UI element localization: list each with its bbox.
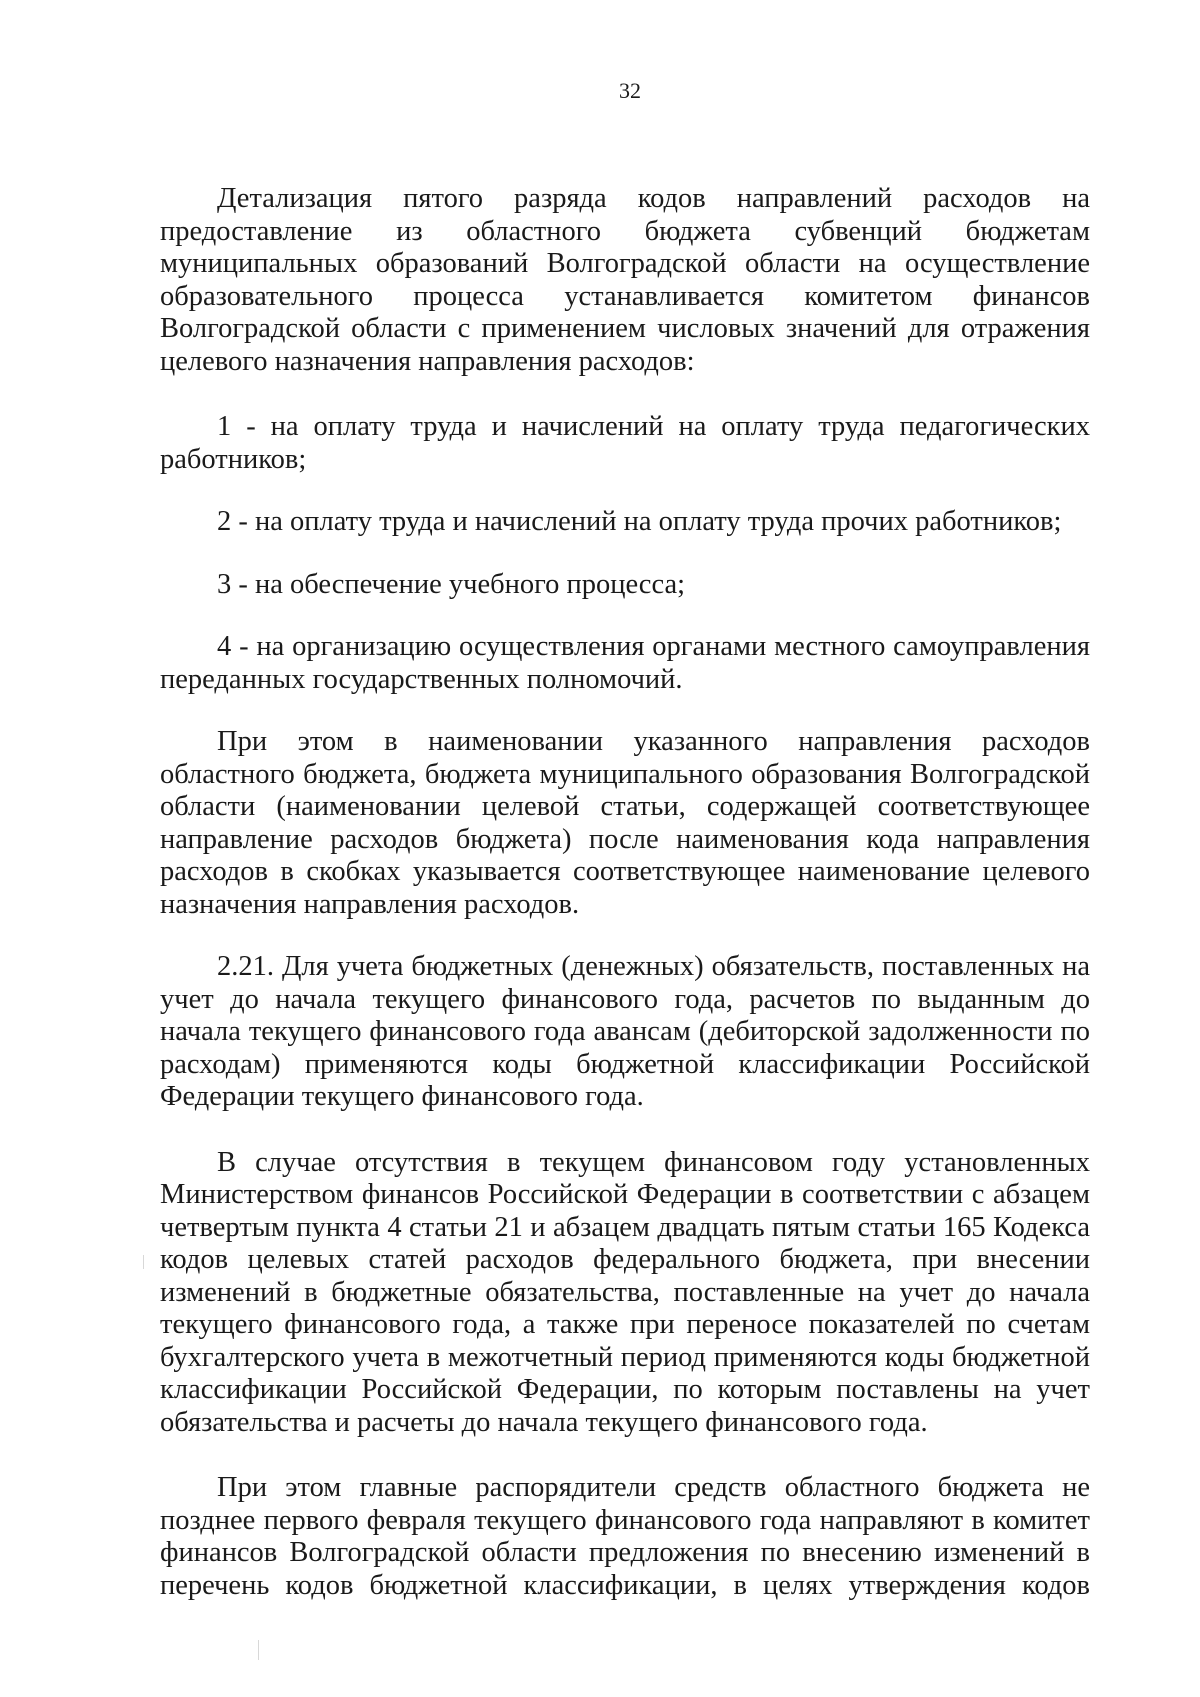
paragraph-section-2-21: 2.21. Для учета бюджетных (денежных) обязательств, поставленных на учет до начала текущего финансового года, расчетов по выданным до начала текущего финансового года авансам (дебиторской задолженности по расходам) применяются коды бюджетной классификации Российской Федерации текущего финансового года. [160, 951, 1090, 1112]
paragraph-absence-case: В случае отсутствия в текущем финансовом году установленных Министерством финансов Российской Федерации в соответствии с абзацем четвертым пункта 4 статьи 21 и абзацем двадцать пятым статьи 165 Кодекса кодов целевых статей расходов федерального бюджета, при внесении изменений в бюджетные обязательства, поставленные на учет до начала текущего финансового года, а также при переносе показателей по счетам бухгалтерского учета в межотчетный период применяются коды бюджетной классификации Российской Федерации, по которым поставлены на учет обязательства и расчеты до начала текущего финансового года. [160, 1146, 1090, 1438]
page-number: 32 [619, 78, 641, 103]
document-body [160, 183, 1090, 1602]
list-item-2: 2 - на оплату труда и начислений на оплату труда прочих работников; [217, 506, 1062, 537]
scan-mark-left [143, 1255, 144, 1269]
list-item-3: 3 - на обеспечение учебного процесса; [217, 568, 686, 600]
list-item-1: 1 - на оплату труда и начислений на оплату труда педагогических работников; [160, 411, 1090, 475]
paragraph-naming: При этом в наименовании указанного направления расходов областного бюджета, бюджета муниципального образования Волгоградской области (наименовании целевой статьи, содержащей соответствующее направление расходов бюджета) после наименования кода направления расходов в скобках указывается соответствующее наименование целевого назначения направления расходов. [160, 726, 1090, 920]
paragraph-chief-managers: При этом главные распорядители средств областного бюджета не позднее первого февраля текущего финансового года направляют в комитет финансов Волгоградской области предложения по внесению изменений в перечень кодов бюджетной классификации, в целях утверждения кодов [160, 1472, 1090, 1601]
paragraph-detalization: Детализация пятого разряда кодов направлений расходов на предоставление из областного бюджета субвенций бюджетам муниципальных образований Волгоградской области на осуществление образовательного процесса устанавливается комитетом финансов Волгоградской области с применением числовых значений для отражения целевого назначения направления расходов: [160, 183, 1090, 377]
scan-mark-bottom [258, 1640, 259, 1660]
list-item-4: 4 - на организацию осуществления органами местного самоуправления переданных государственных полномочий. [160, 631, 1090, 695]
